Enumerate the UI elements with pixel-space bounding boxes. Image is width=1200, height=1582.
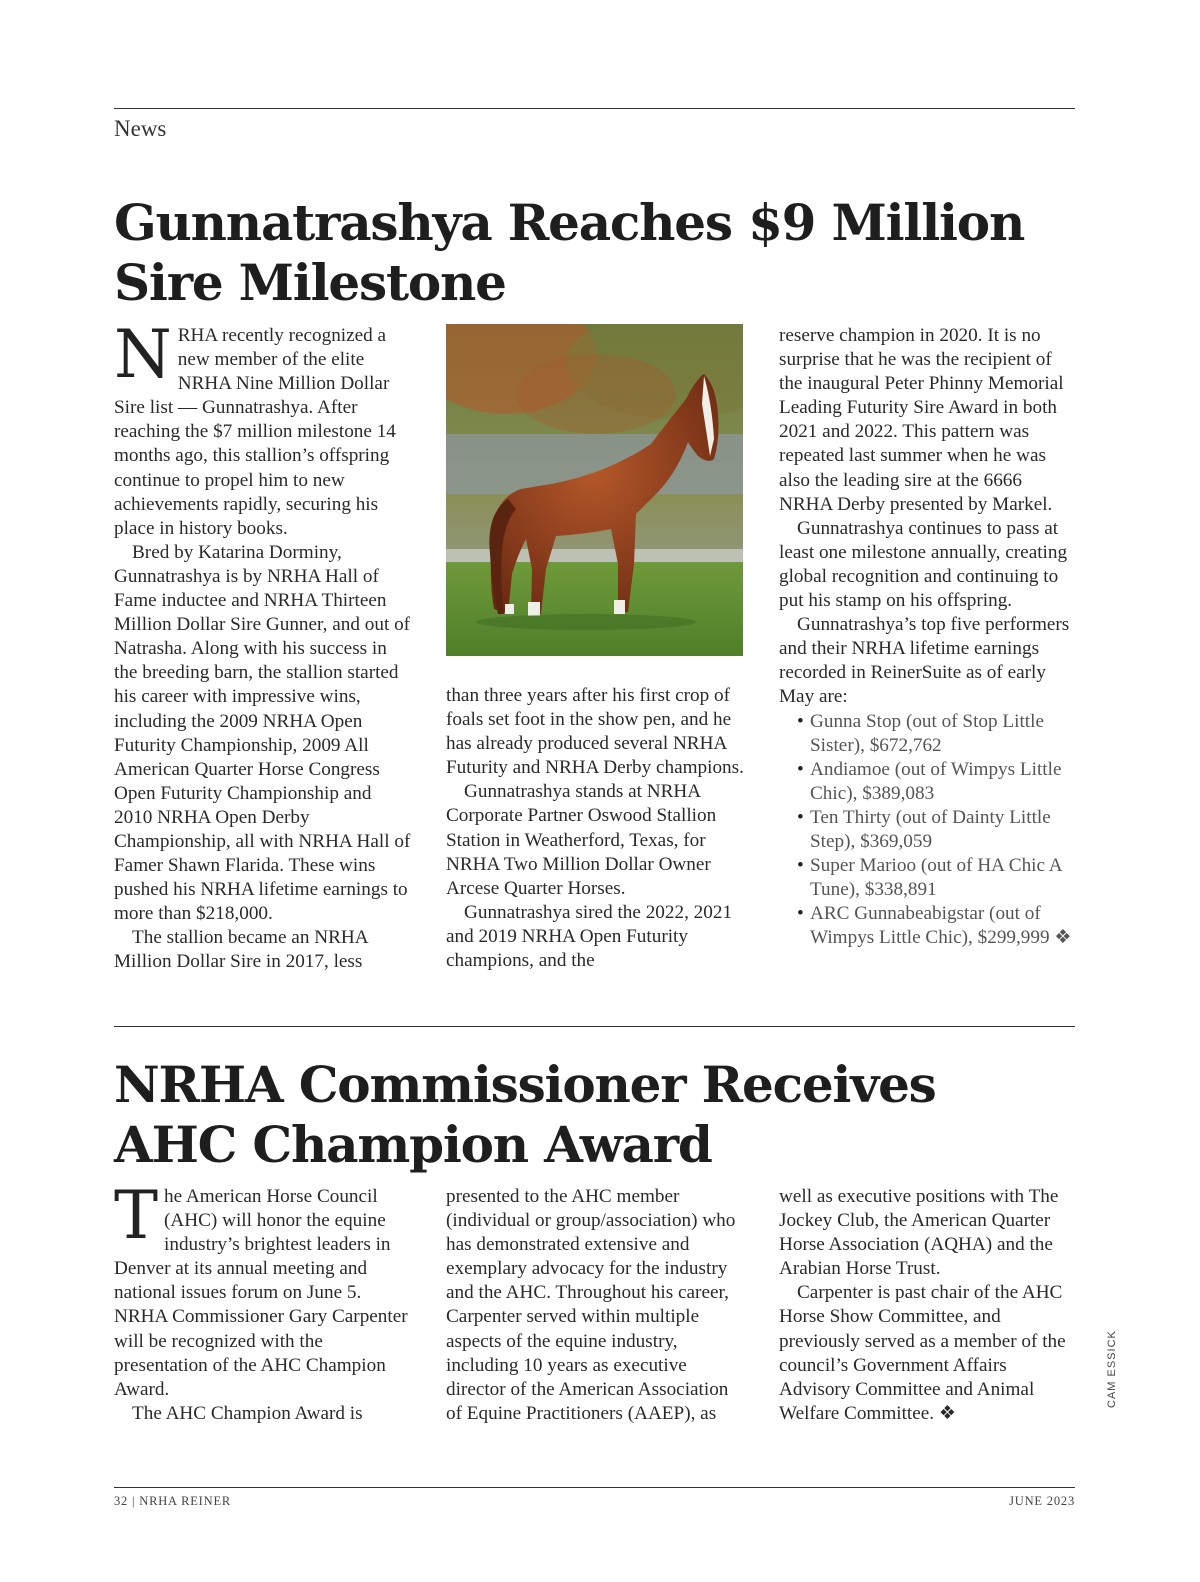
article1-column-2 bbox=[446, 684, 744, 973]
footer-page-info: 32 | NRHA REINER bbox=[114, 1494, 232, 1508]
article1-column-3 bbox=[779, 324, 1077, 950]
article1-paragraph-5a: Gunnatrashya sired the 2022, 2021 and 2019 NRHA Open Futurity champions, and the bbox=[446, 901, 733, 972]
section-label: News bbox=[114, 116, 167, 141]
article2-paragraph-2c: well as executive positions with The Jockey Club, the American Quarter Horse Association (AQHA) and the Arabian Horse Trust. bbox=[779, 1186, 1059, 1280]
list-item: • Gunna Stop (out of Stop Little Sister), $672,762 bbox=[779, 710, 1077, 758]
article1-headline-line1: Gunnatrashya Reaches $9 Million bbox=[114, 193, 1025, 252]
section-divider bbox=[114, 1026, 1075, 1027]
article2-headline bbox=[114, 1055, 936, 1175]
article2-paragraph-1: The American Horse Council (AHC) will honor the equine industry’s brightest leaders in Denver at its annual meeting and national issues forum on June 5. NRHA Commissioner Gary Carpenter will be recognized with the presentation of the AHC Champion Award. bbox=[114, 1177, 408, 1400]
list-item: • Super Marioo (out of HA Chic A Tune), $338,891 bbox=[779, 854, 1077, 902]
list-item: • Ten Thirty (out of Dainty Little Step), $369,059 bbox=[779, 806, 1077, 854]
article1-paragraph-2: Bred by Katarina Dorminy, Gunnatrashya is by NRHA Hall of Fame inductee and NRHA Thirteen Million Dollar Sire Gunner, and out of Natrasha. Along with his success in the breeding barn, the stallion started his career with impressive wins, including the 2009 NRHA Open Futurity Championship, 2009 All American Quarter Horse Congress Open Futurity Championship and 2010 NRHA Open Derby Championship, all with NRHA Hall of Famer Shawn Flarida. These wins pushed his NRHA lifetime earnings to more than $218,000. bbox=[114, 541, 411, 925]
article1-paragraph-5b: reserve champion in 2020. It is no surprise that he was the recipient of the inaugural Peter Phinny Memorial Leading Futurity Sire Award in both 2021 and 2022. This pattern was repeated last summer when he was also the leading sire at the 6666 NRHA Derby presented by Markel. bbox=[779, 325, 1064, 515]
article2-column-3 bbox=[779, 1185, 1077, 1426]
article2-paragraph-2b: presented to the AHC member (individual or group/association) who has demonstrated extensive and exemplary advocacy for the industry and the AHC. Throughout his career, Carpenter served within multiple aspects of the equine industry, including 10 years as executive director of the American Association of Equine Practitioners (AAEP), as bbox=[446, 1186, 736, 1424]
article2-headline-line1: NRHA Commissioner Receives bbox=[114, 1055, 936, 1114]
photo-credit: CAM ESSICK bbox=[1106, 1330, 1118, 1408]
article1-headline bbox=[114, 193, 1024, 313]
article1-headline-line2: Sire Milestone bbox=[114, 253, 506, 312]
footer-issue-date: JUNE 2023 bbox=[1009, 1494, 1075, 1508]
article1-paragraph-7: Gunnatrashya’s top five performers and their NRHA lifetime earnings recorded in ReinerSuite as of early May are: bbox=[779, 614, 1070, 708]
article2-column-1 bbox=[114, 1177, 412, 1426]
top-performers-list bbox=[779, 710, 1077, 951]
top-rule bbox=[114, 108, 1075, 109]
list-item: • Andiamoe (out of Wimpys Little Chic), $389,083 bbox=[779, 758, 1077, 806]
footer-rule bbox=[114, 1487, 1075, 1488]
article2-paragraph-3: Carpenter is past chair of the AHC Horse Show Committee, and previously served as a member of the council’s Government Affairs Advisory Committee and Animal Welfare Committee. ❖ bbox=[779, 1282, 1066, 1424]
article2-paragraph-2a: The AHC Champion Award is bbox=[132, 1402, 363, 1424]
article1-paragraph-4: Gunnatrashya stands at NRHA Corporate Partner Oswood Stallion Station in Weatherford, Texas, for NRHA Two Million Dollar Owner Arcese Quarter Horses. bbox=[446, 781, 717, 899]
article2-column-2 bbox=[446, 1185, 744, 1426]
list-item: • ARC Gunnabeabigstar (out of Wimpys Little Chic), $299,999 ❖ bbox=[779, 902, 1077, 950]
dropcap: T bbox=[114, 1177, 159, 1254]
article1-paragraph-1: NRHA recently recognized a new member of the elite NRHA Nine Million Dollar Sire list — Gunnatrashya. After reaching the $7 million milestone 14 months ago, this stallion’s offspring continue to propel him to new achievements rapidly, securing his place in history books. bbox=[114, 316, 396, 539]
article1-paragraph-6: Gunnatrashya continues to pass at least one milestone annually, creating global recognition and continuing to put his stamp on his offspring. bbox=[779, 517, 1068, 612]
horse-photo-illustration bbox=[446, 324, 743, 656]
article1-paragraph-3b: than three years after his first crop of foals set foot in the show pen, and he has already produced several NRHA Futurity and NRHA Derby champions. bbox=[446, 685, 744, 779]
horse-photo bbox=[446, 324, 743, 656]
article1-paragraph-3a: The stallion became an NRHA Million Dollar Sire in 2017, less bbox=[114, 927, 368, 973]
article2-headline-line2: AHC Champion Award bbox=[114, 1115, 712, 1174]
dropcap: N bbox=[114, 316, 172, 393]
article1-column-1 bbox=[114, 316, 412, 975]
